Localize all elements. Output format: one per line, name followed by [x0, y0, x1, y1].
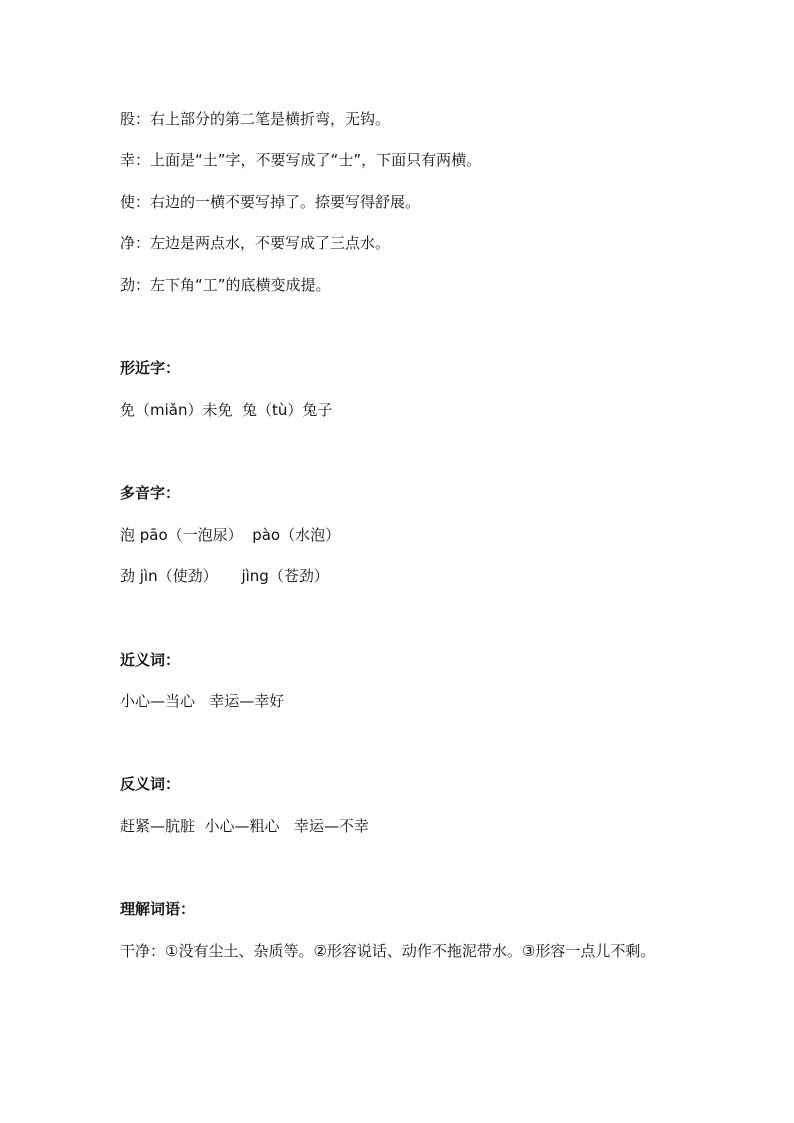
- synonyms-heading: 近义词：: [120, 651, 181, 669]
- note-gu: 股：右上部分的第二笔是横折弯，无钩。: [120, 110, 391, 128]
- synonyms-line: 小心—当心 幸运—幸好: [120, 692, 285, 710]
- understand-heading: 理解词语：: [120, 900, 196, 918]
- polyphonic-line-pao: 泡 pāo（一泡尿） pào（水泡）: [120, 526, 341, 544]
- antonyms-heading: 反义词：: [120, 775, 181, 793]
- note-xing: 幸：上面是“土”字，不要写成了“士”，下面只有两横。: [120, 151, 482, 169]
- note-shi: 使：右边的一横不要写掉了。捺要写得舒展。: [120, 193, 421, 211]
- polyphonic-line-jin: 劲 jìn（使劲） jìng（苍劲）: [120, 567, 329, 585]
- note-jin: 劲：左下角“工”的底横变成提。: [120, 276, 331, 294]
- polyphonic-heading: 多音字：: [120, 484, 181, 502]
- similar-line: 免（miǎn）未免 兔（tù）兔子: [120, 401, 333, 419]
- antonyms-line: 赶紧—肮脏 小心—粗心 幸运—不幸: [120, 817, 369, 835]
- similar-heading: 形近字：: [120, 359, 181, 377]
- understand-line: 干净：①没有尘土、杂质等。②形容说话、动作不拖泥带水。③形容一点儿不剩。: [120, 942, 656, 960]
- note-jing: 净：左边是两点水，不要写成了三点水。: [120, 234, 391, 252]
